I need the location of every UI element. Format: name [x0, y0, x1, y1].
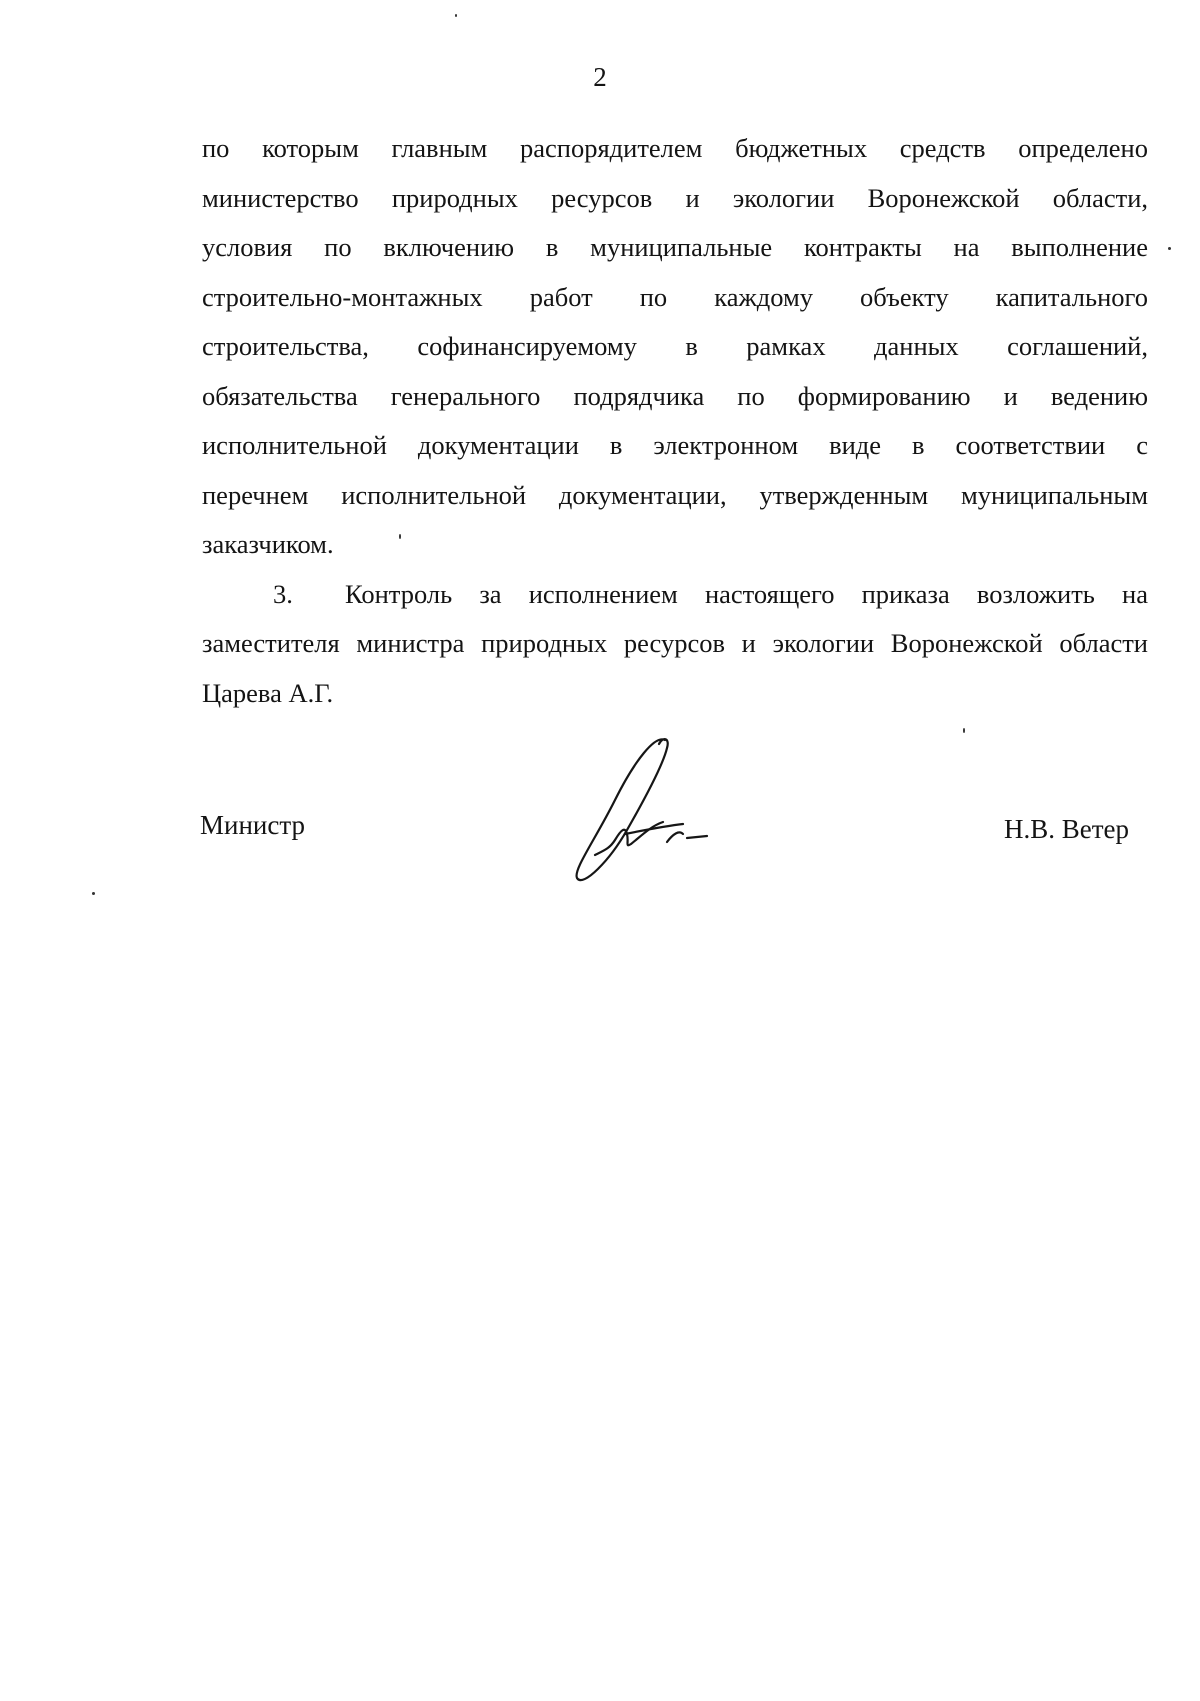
paragraph-line: строительства, софинансируемому в рамках данных соглашений,: [202, 331, 1148, 361]
paragraph-line: перечнем исполнительной документации, утвержденным муниципальным: [202, 479, 1148, 510]
item-first-line: [202, 570, 1148, 620]
numbered-item-3: [202, 570, 1148, 719]
paragraph-line: строительно-монтажных работ по каждому объекту капитального: [202, 281, 1148, 312]
paragraph-line: обязательства генерального подрядчика по формированию и ведению: [202, 380, 1148, 411]
document-body: [202, 124, 1148, 718]
item-line: Царева А.Г.: [202, 677, 334, 708]
scan-artifact: [399, 534, 401, 539]
paragraph-line: условия по включению в муниципальные контракты на выполнение: [202, 232, 1148, 262]
signer-position: Министр: [200, 810, 305, 840]
scan-artifact: [1168, 247, 1171, 250]
item-line: заместителя министра природных ресурсов и экологии Воронежской области: [202, 628, 1148, 658]
scan-artifact: [92, 892, 95, 895]
item-number: 3.: [273, 578, 293, 609]
page-number: 2: [593, 62, 607, 92]
scan-artifact: [455, 14, 457, 17]
paragraph-line: исполнительной документации в электронном виде в соответствии с: [202, 430, 1148, 460]
signer-name: Н.В. Ветер: [1004, 814, 1130, 844]
paragraph-line: по которым главным распорядителем бюджетных средств определено: [202, 133, 1148, 163]
continued-paragraph: [202, 124, 1148, 570]
scan-artifact: [963, 728, 965, 733]
paragraph-line: заказчиком.: [202, 529, 334, 559]
signature-block: [0, 730, 1200, 890]
handwritten-signature: [555, 730, 730, 885]
item-line: Контроль за исполнением настоящего приказа возложить на: [345, 578, 1148, 609]
paragraph-line: министерство природных ресурсов и экологии Воронежской области,: [202, 182, 1148, 213]
